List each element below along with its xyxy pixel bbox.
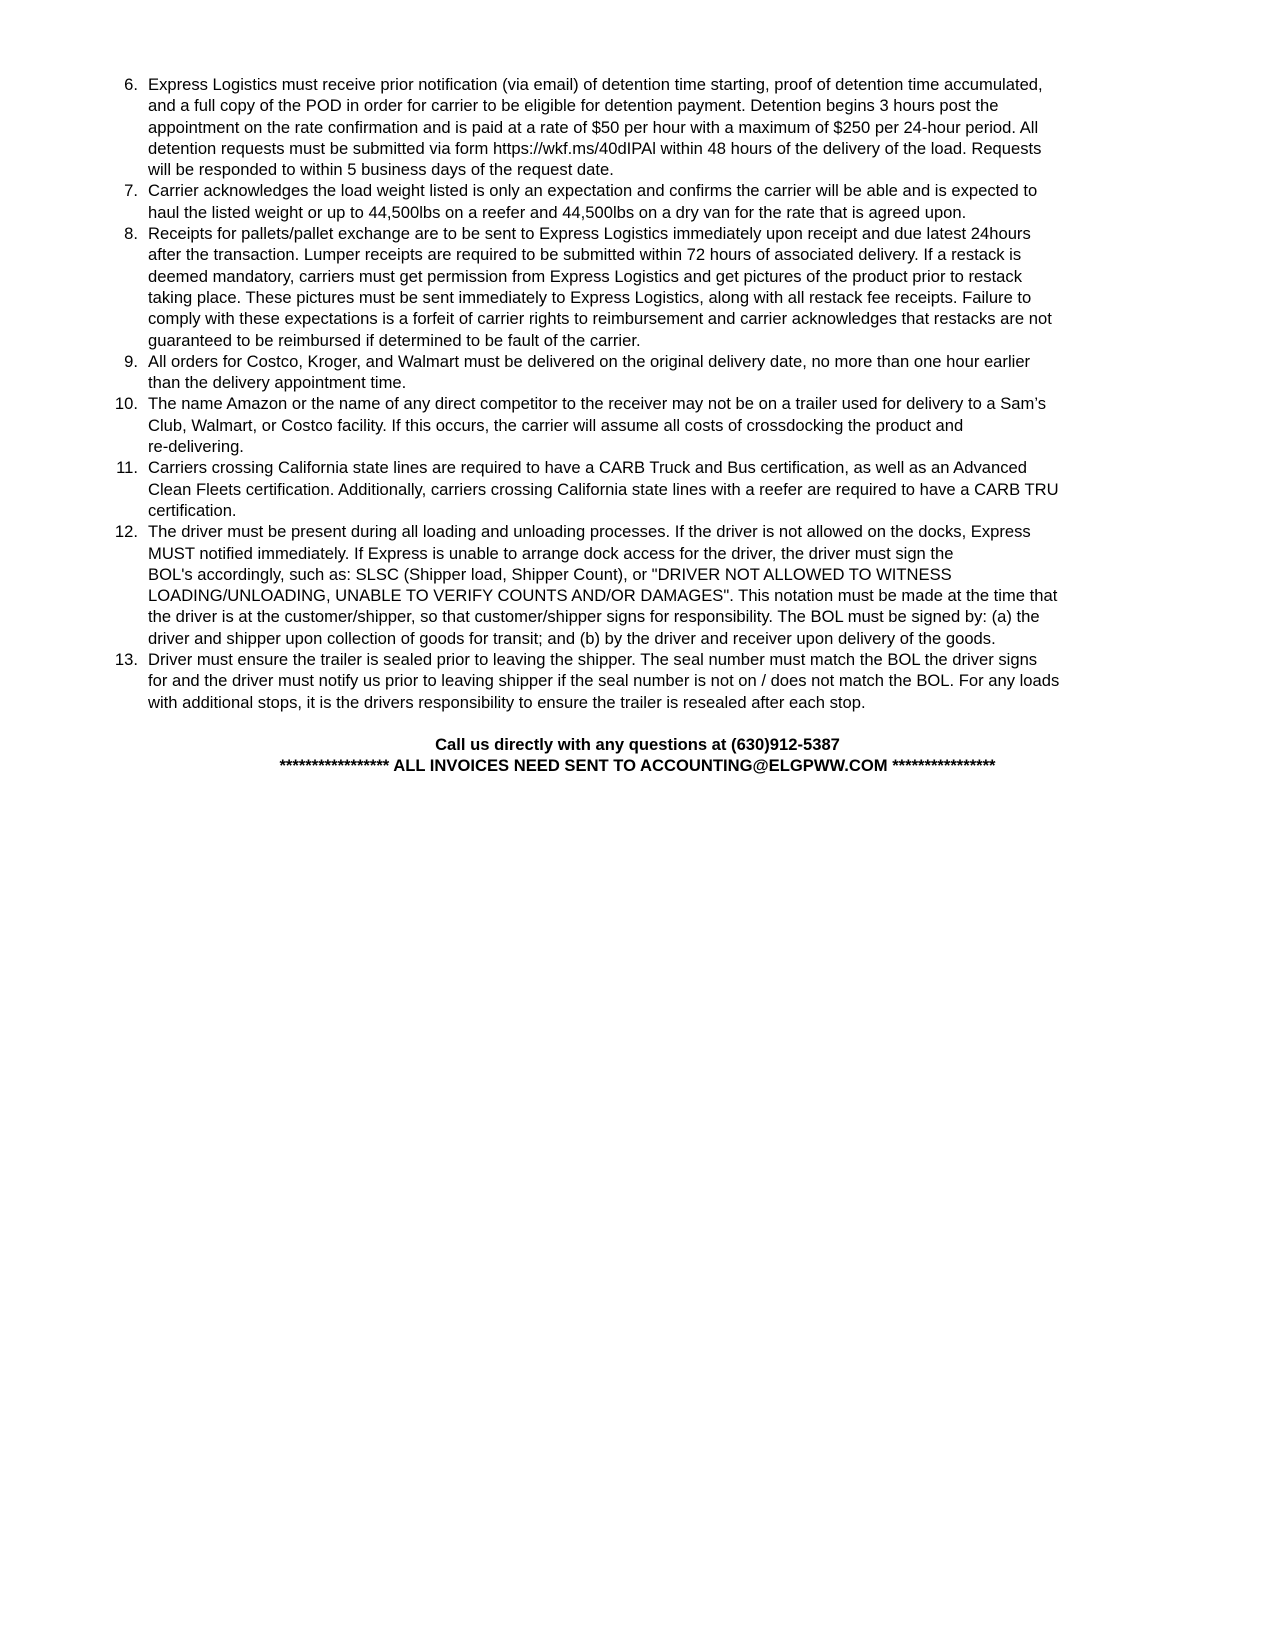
term-line: detention requests must be submitted via form https://wkf.ms/40dIPAl within 48 hours of the delivery of the load. Requests: [148, 138, 1042, 158]
term-text: [148, 457, 1170, 521]
term-line: Clean Fleets certification. Additionally, carriers crossing California state lines with a reefer are required to have a CARB TRU: [148, 479, 1059, 499]
term-item: [110, 521, 1170, 649]
term-line: for and the driver must notify us prior to leaving shipper if the seal number is not on / does not match the BOL. For any loads: [148, 671, 1060, 691]
term-number: 9.: [124, 351, 138, 371]
term-line: after the transaction. Lumper receipts are required to be submitted within 72 hours of associated delivery. If a restack is: [148, 245, 1022, 265]
term-text: [148, 223, 1170, 351]
term-line: certification.: [148, 500, 237, 520]
term-line: with additional stops, it is the drivers responsibility to ensure the trailer is resealed after each stop.: [148, 692, 866, 712]
term-line: deemed mandatory, carriers must get permission from Express Logistics and get pictures of the product prior to restack: [148, 266, 1023, 286]
term-line: Receipts for pallets/pallet exchange are to be sent to Express Logistics immediately upon receipt and due latest 24hours: [148, 224, 1031, 244]
term-line: Carriers crossing California state lines are required to have a CARB Truck and Bus certification, as well as an Advanced: [148, 458, 1027, 478]
term-line: Driver must ensure the trailer is sealed prior to leaving the shipper. The seal number must match the BOL the driver signs: [148, 650, 1038, 670]
term-line: guaranteed to be reimbursed if determined to be fault of the carrier.: [148, 330, 641, 350]
term-line: LOADING/UNLOADING, UNABLE TO VERIFY COUNTS AND/OR DAMAGES". This notation must be made at the time that: [148, 586, 1058, 606]
term-line: than the delivery appointment time.: [148, 373, 407, 393]
term-line: Club, Walmart, or Costco facility. If this occurs, the carrier will assume all costs of crossdocking the product and: [148, 415, 964, 435]
contact-line: Call us directly with any questions at (630)912-5387: [435, 735, 840, 754]
term-line: the driver is at the customer/shipper, so that customer/shipper signs for responsibility. The BOL must be signed by: (a) the: [148, 607, 1040, 627]
term-item: [110, 393, 1170, 457]
footer: [0, 735, 1275, 776]
term-line: All orders for Costco, Kroger, and Walmart must be delivered on the original delivery date, no more than one hour earlier: [148, 351, 1031, 371]
term-line: BOL's accordingly, such as: SLSC (Shipper load, Shipper Count), or "DRIVER NOT ALLOWED TO WITNESS: [148, 564, 952, 584]
term-line: Carrier acknowledges the load weight listed is only an expectation and confirms the carrier will be able and is expected to: [148, 181, 1038, 201]
term-number: 7.: [124, 181, 138, 201]
term-item: [110, 649, 1170, 713]
terms-list: [110, 74, 1170, 713]
term-line: and a full copy of the POD in order for carrier to be eligible for detention payment. Detention begins 3 hours post the: [148, 96, 999, 116]
term-line: taking place. These pictures must be sent immediately to Express Logistics, along with all restack fee receipts. Failure to: [148, 287, 1032, 307]
term-line: The driver must be present during all loading and unloading processes. If the driver is not allowed on the docks, Express: [148, 522, 1031, 542]
term-text: [148, 393, 1170, 457]
term-line: re-delivering.: [148, 437, 244, 457]
term-text: [148, 649, 1170, 713]
term-line: haul the listed weight or up to 44,500lbs on a reefer and 44,500lbs on a dry van for the rate that is agreed upon.: [148, 202, 967, 222]
term-item: [110, 457, 1170, 521]
term-number: 8.: [124, 224, 138, 244]
term-text: [148, 351, 1170, 394]
term-line: appointment on the rate confirmation and is paid at a rate of $50 per hour with a maximum of $250 per 24-hour period. All: [148, 117, 1039, 137]
term-line: will be responded to within 5 business days of the request date.: [148, 160, 614, 180]
term-line: comply with these expectations is a forfeit of carrier rights to reimbursement and carrier acknowledges that restacks are not: [148, 309, 1052, 329]
term-number: 12.: [114, 522, 138, 542]
term-number: 13.: [114, 650, 138, 670]
term-item: [110, 180, 1170, 223]
term-number: 11.: [116, 458, 138, 478]
term-text: [148, 74, 1170, 180]
term-line: Express Logistics must receive prior notification (via email) of detention time starting, proof of detention time accumulated,: [148, 75, 1043, 94]
term-line: The name Amazon or the name of any direct competitor to the receiver may not be on a trailer used for delivery to a Sam’s: [148, 394, 1047, 414]
term-item: [110, 223, 1170, 351]
term-text: [148, 180, 1170, 223]
term-item: [110, 74, 1170, 180]
term-number: 10.: [114, 394, 138, 414]
term-line: driver and shipper upon collection of goods for transit; and (b) by the driver and receiver upon delivery of the goods.: [148, 628, 996, 648]
invoice-line: ***************** ALL INVOICES NEED SENT TO ACCOUNTING@ELGPWW.COM ****************: [279, 755, 996, 775]
term-item: [110, 351, 1170, 394]
term-number: 6.: [124, 75, 138, 94]
term-line: MUST notified immediately. If Express is unable to arrange dock access for the driver, the driver must sign the: [148, 543, 954, 563]
term-text: [148, 521, 1170, 649]
